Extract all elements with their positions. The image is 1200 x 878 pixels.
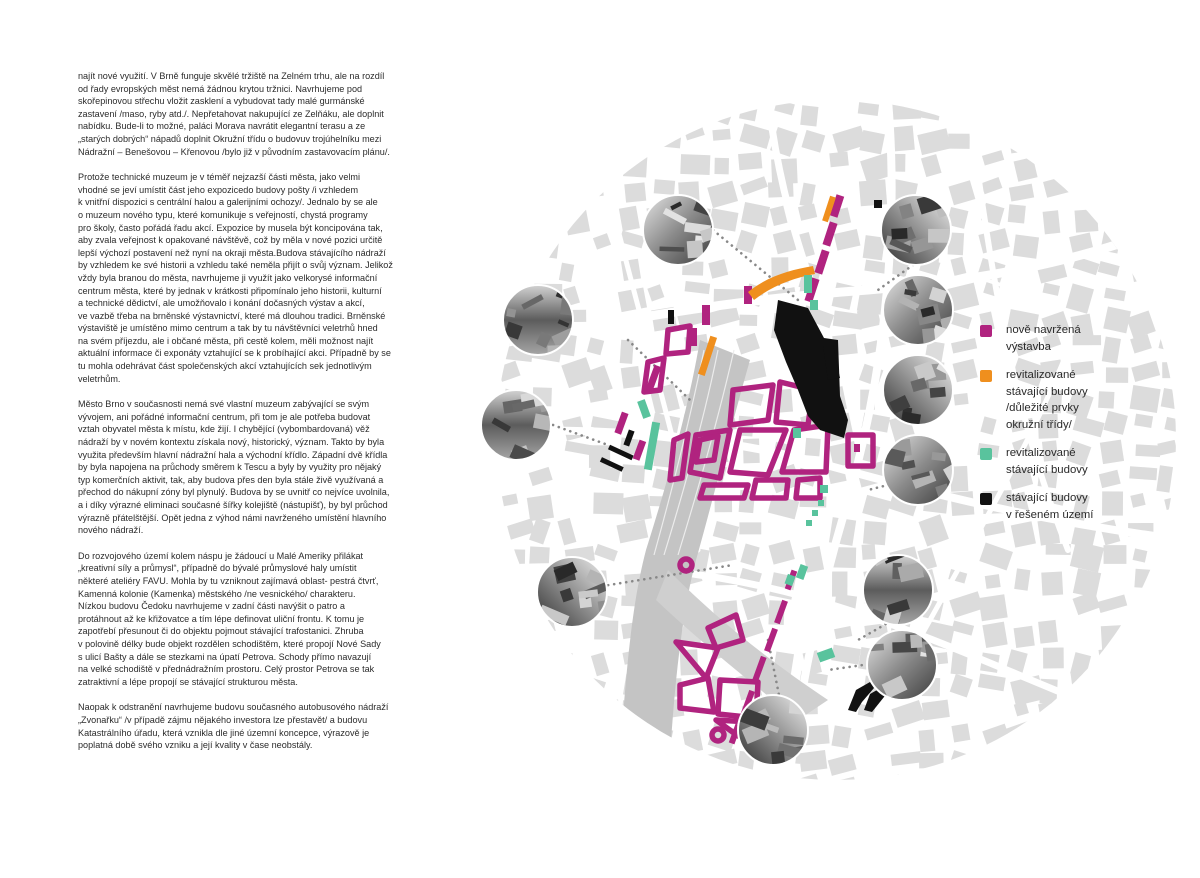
city-block xyxy=(1043,648,1064,669)
legend-label: revitalizované stávající budovy xyxy=(1006,447,1088,476)
city-block xyxy=(1161,776,1178,790)
city-block xyxy=(1041,572,1063,596)
city-block xyxy=(1130,385,1161,413)
city-block xyxy=(1104,777,1130,790)
city-block xyxy=(473,728,486,745)
city-block xyxy=(593,492,623,514)
city-block xyxy=(559,152,580,166)
city-block xyxy=(564,209,590,235)
city-block xyxy=(1164,287,1184,303)
city-block xyxy=(681,105,712,123)
city-block xyxy=(1040,775,1073,790)
city-block xyxy=(1128,202,1162,233)
city-block xyxy=(654,179,675,195)
legend-label: nově navržená výstavba xyxy=(1006,324,1081,353)
city-block xyxy=(588,723,609,749)
city-block xyxy=(587,129,604,145)
city-block xyxy=(829,152,849,168)
city-block xyxy=(891,774,918,790)
city-block xyxy=(532,730,549,745)
city-block xyxy=(655,131,682,149)
city-block xyxy=(468,124,488,151)
city-block xyxy=(1013,234,1039,258)
city-block xyxy=(529,207,554,217)
city-block xyxy=(529,105,553,124)
city-block xyxy=(1162,154,1184,173)
city-block xyxy=(474,754,502,773)
city-block xyxy=(1043,210,1061,234)
city-block xyxy=(1127,104,1153,127)
city-block xyxy=(588,180,604,197)
city-block xyxy=(862,782,882,790)
city-block xyxy=(623,154,647,178)
city-block xyxy=(1071,672,1086,693)
legend-item-revitalized-key xyxy=(978,367,1128,433)
city-block xyxy=(1135,444,1160,457)
city-block xyxy=(1014,568,1030,590)
city-block xyxy=(952,778,970,790)
city-block xyxy=(1008,750,1023,770)
city-block xyxy=(1159,232,1179,254)
city-block xyxy=(714,158,729,175)
city-block xyxy=(978,594,1007,621)
paragraph-2: Protože technické muzeum je v téměř nejzazší části města, jako velmi vhodné se jeví umístit část jeho expozicedo budovy pošty /i vzhledem k vnitřní dispozici s centrální halou a galerijními ochozy/. Jednalo by se ale o muzeum nového typu, které komunikuje s veřejností, chystá programy pro školy, často pořádá řadu akcí. Expozice by musela být koncipována tak, aby zvala veřejnost k opakované návštěvě, což by měla v nové pozici určitě lepší výchozí postavení než nyní na okraji města.Budova stávajícího nádraží by vzhledem ke své historii a vzhledu také neměla přijít o svůj význam. Jelikož vždy byla branou do města, navrhujeme ji využít jako velkorysé informační centrum města, které by jednak v krátkosti připomínalo jeho historii, kulturní a technické dědictví, ale umožňovalo i konání dočasných výstav a akcí, ve vazbě třeba na brněnské výstavnictví, které má dlouhou tradici. Brněnské výstaviště je umístěno mimo centrum a tak by tu návštěvníci veletrhů hned na svém příjezdu, ale i občané města, při cestě kolem, měli možnost najít aktuální informace či exponáty vztahující se k probíhající akci. Případně by se tu mohla odehrávat část společenských akcí vztahujících sek jednotlivým veletrhům. xyxy=(78,172,393,384)
city-block xyxy=(1128,625,1148,648)
city-block xyxy=(589,700,619,715)
city-block xyxy=(560,126,582,140)
city-block xyxy=(1132,648,1159,670)
city-block xyxy=(1096,175,1127,201)
paragraph-1: najít nové využití. V Brně funguje skvělé tržiště na Zelném trhu, ale na rozdíl od řady evropských měst nemá žádnou krytou tržnici. Navrhujeme pod skořepinovou střechu vložit zasklení a vybudovat tady malé gurmánské zastavení /maso, ryby atd./. Nepřetahovat nakupující ze Zelňáku, ale doplnit nabídku. Bude-li to možné, paláci Morava navrátit elegantní terasu a ze „starých dobrých“ nápadů doplnit Okružní třídu o budovuv trojúhelníku mezi Nádražní – Benešovou – Křenovou /bylo již v původním zastavovacím plánu/. xyxy=(78,71,390,157)
legend-swatch-black xyxy=(980,493,992,505)
article-text xyxy=(78,70,428,765)
city-block xyxy=(468,495,488,511)
city-block xyxy=(468,623,503,654)
city-block xyxy=(805,438,821,457)
legend-item-existing xyxy=(978,490,1128,523)
city-block xyxy=(1134,671,1152,688)
city-block xyxy=(712,129,730,141)
city-block xyxy=(1158,261,1184,284)
city-block xyxy=(1162,362,1184,378)
city-block xyxy=(528,751,550,767)
city-block xyxy=(863,521,887,545)
city-block xyxy=(1135,126,1156,146)
city-block xyxy=(468,180,482,195)
city-block xyxy=(472,572,496,594)
city-block xyxy=(1134,569,1155,589)
city-block xyxy=(1008,204,1026,223)
city-block xyxy=(622,464,645,483)
paragraph-4: Do rozvojového území kolem náspu je žádoucí u Malé Ameriky přilákat „kreativní síly a průmysl“, případně do bývalé průmyslové haly umístit některé ateliéry FAVU. Mohla by tu vzniknout zajímavá oblast- pestrá čtvrť, Kamenná kolonie (Kamenka) městského /ne vesnického/ charakteru. Nízkou budovu Čedoku navrhujeme v zadní části navýšit o patro a protáhnout až ke křižovatce a tím lépe definovat uliční frontu. K tomu je zapotřebí přesunout či do objektu pojmout stávající trafostanici. Zhruba v polovině délky bude objekt rozdělen schodištěm, které propojí Nové Sady s ulicí Bašty a dále se stezkami na úpatí Petrova. Schody přímo navazují na velké schodiště v přednádražním prostoru. Celý prostor Petrova se tak zatraktivní a lépe propojí se stávající strukturou města. xyxy=(78,550,381,687)
legend-label: stávající budovy v řešeném území xyxy=(1006,492,1094,521)
city-block xyxy=(1044,726,1070,738)
city-block xyxy=(919,753,944,769)
city-block xyxy=(472,645,499,670)
legend-label: revitalizované stávající budovy /důležité prvky okružní třídy/ xyxy=(1006,369,1088,431)
city-block xyxy=(891,103,921,119)
city-block xyxy=(472,307,501,332)
city-block xyxy=(1133,728,1153,751)
city-block xyxy=(1161,574,1184,598)
city-block xyxy=(590,151,622,172)
city-block xyxy=(1009,131,1027,153)
city-block xyxy=(893,126,915,152)
city-block xyxy=(922,700,950,721)
city-block xyxy=(1069,779,1104,790)
city-block xyxy=(799,750,827,772)
city-block xyxy=(1041,100,1066,126)
city-block xyxy=(562,676,596,703)
city-block xyxy=(1162,307,1184,322)
city-block xyxy=(831,725,851,748)
city-block xyxy=(1014,626,1035,648)
city-block xyxy=(595,780,611,790)
city-block xyxy=(738,778,770,790)
city-block xyxy=(738,152,762,170)
city-block xyxy=(499,597,527,620)
city-block xyxy=(1098,124,1122,147)
legend-swatch-teal xyxy=(980,448,992,460)
city-block xyxy=(918,729,935,752)
city-block xyxy=(531,677,554,703)
city-block xyxy=(920,776,937,790)
city-block xyxy=(1038,620,1058,644)
city-block xyxy=(680,154,710,175)
city-block xyxy=(470,367,495,390)
legend-item-new xyxy=(978,322,1128,355)
city-block xyxy=(532,152,562,182)
city-block xyxy=(496,178,524,208)
city-block xyxy=(683,777,714,790)
city-block xyxy=(983,105,1014,134)
city-block xyxy=(1102,677,1125,693)
city-block xyxy=(563,755,594,780)
city-block xyxy=(832,572,847,597)
city-block xyxy=(503,204,532,231)
city-block xyxy=(500,158,517,174)
legend-item-revitalized xyxy=(978,445,1128,478)
city-block xyxy=(951,723,970,742)
city-block xyxy=(1158,130,1179,145)
city-block xyxy=(1129,698,1157,722)
city-block xyxy=(618,778,644,790)
city-block xyxy=(771,780,796,790)
city-block xyxy=(683,754,705,771)
city-block xyxy=(919,100,942,120)
city-block xyxy=(563,722,590,742)
map-legend xyxy=(978,322,1128,535)
city-block xyxy=(624,182,646,202)
city-block xyxy=(618,724,639,736)
city-block xyxy=(526,126,559,157)
city-block xyxy=(558,781,575,790)
city-block xyxy=(1074,209,1098,233)
city-block xyxy=(620,125,637,145)
city-block xyxy=(1100,755,1118,779)
city-block xyxy=(862,544,876,560)
city-block xyxy=(1163,596,1184,616)
city-block xyxy=(504,754,528,777)
city-block xyxy=(1130,234,1153,260)
city-block xyxy=(1071,153,1106,184)
city-block xyxy=(594,620,618,640)
city-block xyxy=(1162,179,1176,193)
city-block xyxy=(954,393,969,405)
city-block xyxy=(985,574,1001,589)
city-block xyxy=(474,261,504,278)
city-block xyxy=(499,620,532,651)
city-block xyxy=(530,233,559,259)
city-block xyxy=(1127,755,1149,781)
city-block xyxy=(500,549,525,565)
city-block xyxy=(1070,699,1099,718)
paragraph-5: Naopak k odstranění navrhujeme budovu současného autobusového nádraží „Zvonařku“ /v případě zájmu nějakého investora lze přestavět/ a budovu Katastrálního úřadu, která vznikla dle jiné územní koncepce, výrazově je poplatná době svého vzniku a její kvality v čase neobstály. xyxy=(78,702,389,751)
city-block xyxy=(1098,108,1121,126)
city-block xyxy=(982,622,1007,648)
city-block xyxy=(474,543,496,565)
city-block xyxy=(859,130,885,154)
city-block xyxy=(859,179,887,206)
city-block xyxy=(1069,127,1097,146)
city-block xyxy=(527,699,553,724)
city-block xyxy=(504,676,531,693)
city-block xyxy=(1164,751,1181,769)
city-block xyxy=(589,104,605,125)
city-block xyxy=(1163,105,1177,119)
city-block xyxy=(1007,101,1032,122)
city-block xyxy=(1071,754,1092,782)
city-block xyxy=(1104,545,1127,564)
city-block xyxy=(1101,625,1124,652)
city-block xyxy=(561,703,583,721)
city-block xyxy=(1129,466,1157,480)
city-block xyxy=(559,653,572,665)
city-block xyxy=(621,366,641,389)
city-block xyxy=(470,103,492,115)
city-block xyxy=(468,467,493,480)
paragraph-3: Město Brno v současnosti nemá své vlastní muzeum zabývající se svým vývojem, ani pořádné informační centrum, při tom je ale potřeba budovat vztah obyvatel města k místu, kde žijí. I chybějící (vybombardovaná) věž nádraží by v novém kontextu získala nový, historický, význam. Takto by byla využita především hlavní nádražní hala a východní křídlo. Západní dvě křídla by byla napojena na průchody směrem k Tescu a byly by využity pro nějaký typ komerčních aktivit, tak, aby budova přes den byla stále živě využívaná a přechod do nákupní zóny byl plynulý. Budova by se uvnitř co nejvíce uvolnila, a i díky výrazné eliminaci současné šířky kolejiště (nástupišť), by byl průchod výrazně přátelštější. Opět jedna z výhod námi navrženého umístění hlavního nového nádraží. xyxy=(78,399,390,536)
city-block xyxy=(497,723,523,753)
city-block xyxy=(471,701,503,730)
city-block xyxy=(1165,541,1184,557)
city-block xyxy=(1160,652,1180,679)
city-block xyxy=(1156,203,1184,232)
legend-swatch-magenta xyxy=(980,325,992,337)
legend-swatch-orange xyxy=(980,370,992,382)
city-block xyxy=(527,494,554,521)
city-block xyxy=(1039,751,1059,778)
city-block xyxy=(1044,126,1068,145)
city-block xyxy=(500,570,519,586)
city-block xyxy=(1104,699,1134,720)
city-block xyxy=(619,756,646,775)
city-block xyxy=(1132,153,1156,167)
city-block xyxy=(739,315,757,326)
city-block xyxy=(622,494,652,523)
city-block xyxy=(1161,722,1184,741)
city-block xyxy=(500,780,527,790)
city-block xyxy=(739,522,761,534)
city-block xyxy=(978,775,1000,790)
city-block xyxy=(800,105,818,126)
city-block xyxy=(1103,201,1133,228)
city-block xyxy=(948,134,970,149)
city-block xyxy=(1128,179,1158,191)
